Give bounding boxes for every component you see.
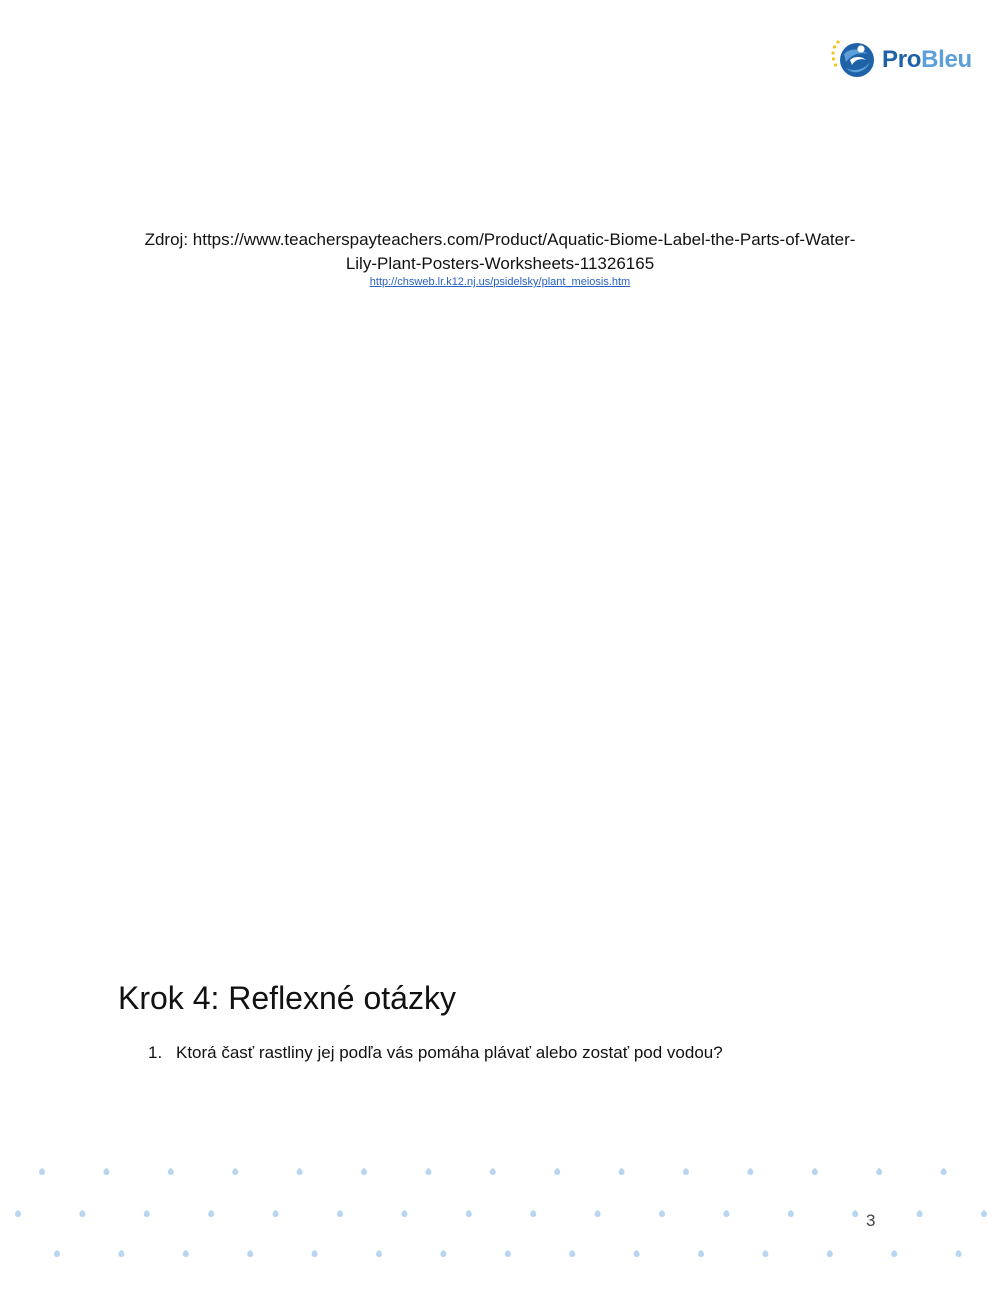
- water-drop-icon: [956, 1250, 962, 1257]
- water-drop-icon: [208, 1210, 214, 1217]
- logo-text-bleu: Bleu: [921, 46, 972, 73]
- water-drop-icon: [312, 1250, 318, 1257]
- logo-wordmark: [882, 48, 972, 72]
- water-drop-icon: [273, 1210, 279, 1217]
- source-link-container: [100, 275, 900, 289]
- question-number: 1.: [148, 1043, 163, 1062]
- water-drop-icon: [15, 1210, 21, 1217]
- water-drop-icon: [812, 1168, 818, 1175]
- water-drop-icon: [723, 1210, 729, 1217]
- question-item: [148, 1041, 723, 1065]
- page-number: 3: [866, 1211, 876, 1230]
- water-drop-icon: [595, 1210, 601, 1217]
- source-line-2: Lily-Plant-Posters-Worksheets-11326165: [345, 254, 655, 273]
- water-drop-icon: [917, 1210, 923, 1217]
- question-list: [148, 1041, 723, 1065]
- water-drop-icon: [827, 1250, 833, 1257]
- water-drop-icon: [232, 1168, 238, 1175]
- water-drop-icon: [941, 1168, 947, 1175]
- water-drop-icon: [425, 1168, 431, 1175]
- water-drop-icon: [659, 1210, 665, 1217]
- source-citation: [100, 228, 900, 276]
- water-drop-icon: [440, 1250, 446, 1257]
- water-drop-icon: [337, 1210, 343, 1217]
- water-drop-icon: [376, 1250, 382, 1257]
- water-drop-icon: [144, 1210, 150, 1217]
- water-drop-icon: [876, 1168, 882, 1175]
- water-drop-icon: [466, 1210, 472, 1217]
- water-drop-icon: [168, 1168, 174, 1175]
- water-drop-icon: [103, 1168, 109, 1175]
- water-drop-icon: [361, 1168, 367, 1175]
- probleu-logo-icon: [830, 38, 876, 82]
- question-text: Ktorá časť rastliny jej podľa vás pomáha plávať alebo zostať pod vodou?: [176, 1043, 723, 1062]
- water-drop-icon: [297, 1168, 303, 1175]
- water-drop-icon: [619, 1168, 625, 1175]
- water-drop-icon: [118, 1250, 124, 1257]
- water-drop-icon: [747, 1168, 753, 1175]
- water-drop-icon: [698, 1250, 704, 1257]
- water-drop-icon: [852, 1210, 858, 1217]
- water-drop-icon: [762, 1250, 768, 1257]
- logo-text-pro: Pro: [882, 46, 922, 73]
- water-drop-icon: [554, 1168, 560, 1175]
- water-drop-icon: [891, 1250, 897, 1257]
- water-drop-icon: [505, 1250, 511, 1257]
- water-drop-icon: [490, 1168, 496, 1175]
- section-heading: Krok 4: Reflexné otázky: [118, 980, 456, 1016]
- water-drop-icon: [79, 1210, 85, 1217]
- water-drop-icon: [788, 1210, 794, 1217]
- water-drop-icon: [39, 1168, 45, 1175]
- water-drop-icon: [530, 1210, 536, 1217]
- water-drop-icon: [683, 1168, 689, 1175]
- probleu-logo: [830, 38, 980, 82]
- water-drop-icon: [634, 1250, 640, 1257]
- source-line-1: Zdroj: https://www.teacherspayteachers.com/Product/Aquatic-Biome-Label-the-Parts-of-Water-: [144, 230, 856, 249]
- source-link[interactable]: http://chsweb.lr.k12.nj.us/psidelsky/plant_meiosis.htm: [369, 276, 631, 288]
- water-drop-icon: [401, 1210, 407, 1217]
- water-drop-icon: [247, 1250, 253, 1257]
- water-drop-icon: [981, 1210, 987, 1217]
- water-drop-dots: [0, 1150, 1000, 1270]
- water-drop-icon: [183, 1250, 189, 1257]
- water-drop-icon: [54, 1250, 60, 1257]
- water-drop-icon: [569, 1250, 575, 1257]
